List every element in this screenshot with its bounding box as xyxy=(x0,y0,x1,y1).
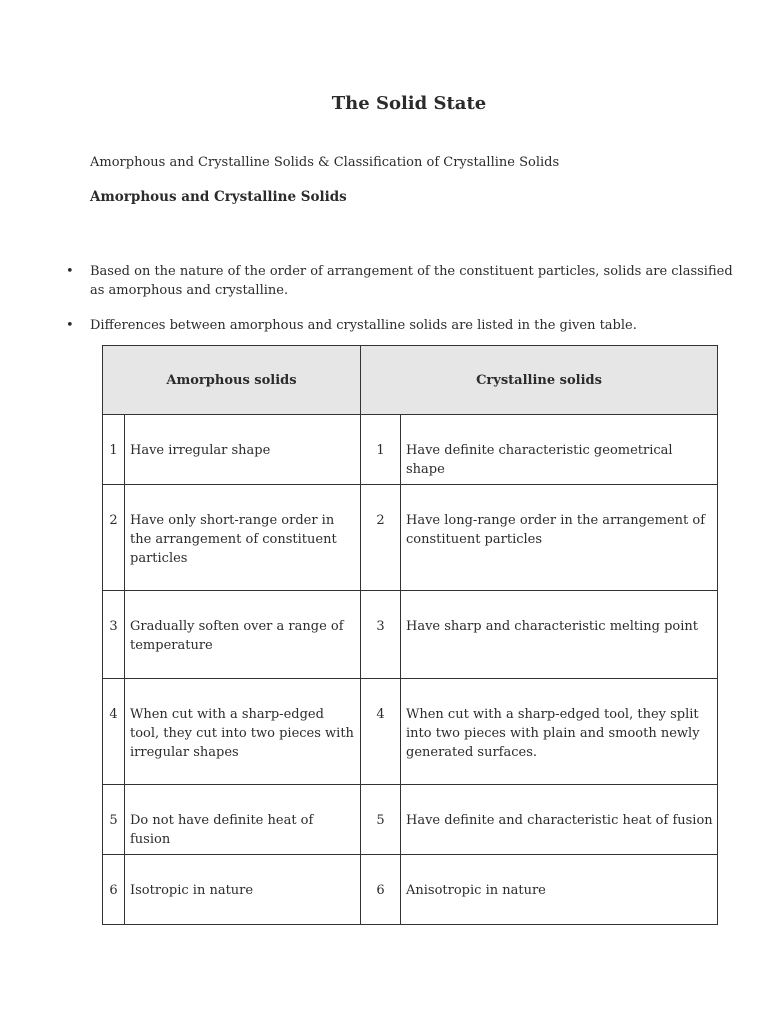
bullet-text: Differences between amorphous and crystalline solids are listed in the given table. xyxy=(90,318,637,333)
page-title: The Solid State xyxy=(331,93,487,114)
amorphous-row-number: 6 xyxy=(103,855,125,925)
amorphous-cell: Have irregular shape xyxy=(125,415,361,485)
table-row xyxy=(103,679,718,785)
table-header-row xyxy=(103,346,718,415)
crystalline-row-number: 3 xyxy=(361,591,401,679)
table-row xyxy=(103,855,718,925)
page-subtitle: Amorphous and Crystalline Solids & Classification of Crystalline Solids xyxy=(90,155,560,170)
crystalline-cell: Have long-range order in the arrangement of constituent particles xyxy=(401,485,718,591)
table-row xyxy=(103,415,718,485)
amorphous-row-number: 5 xyxy=(103,785,125,855)
header-crystalline: Crystalline solids xyxy=(361,346,718,415)
table-row xyxy=(103,785,718,855)
crystalline-cell: Anisotropic in nature xyxy=(401,855,718,925)
comparison-table xyxy=(102,345,718,925)
amorphous-cell: Do not have definite heat of fusion xyxy=(125,785,361,855)
crystalline-cell: Have sharp and characteristic melting point xyxy=(401,591,718,679)
table-row xyxy=(103,591,718,679)
amorphous-row-number: 1 xyxy=(103,415,125,485)
section-heading: Amorphous and Crystalline Solids xyxy=(90,189,347,205)
amorphous-cell: When cut with a sharp-edged tool, they cut into two pieces with irregular shapes xyxy=(125,679,361,785)
bullet-item xyxy=(60,316,740,335)
amorphous-row-number: 2 xyxy=(103,485,125,591)
bullet-dot: • xyxy=(66,264,74,279)
header-amorphous: Amorphous solids xyxy=(103,346,361,415)
crystalline-row-number: 4 xyxy=(361,679,401,785)
bullet-text: Based on the nature of the order of arrangement of the constituent particles, solids are classified as amorphous and crystalline. xyxy=(90,264,733,298)
bullet-dot: • xyxy=(66,318,74,333)
amorphous-cell: Gradually soften over a range of temperature xyxy=(125,591,361,679)
amorphous-row-number: 4 xyxy=(103,679,125,785)
crystalline-cell: Have definite characteristic geometrical shape xyxy=(401,415,718,485)
bullet-list xyxy=(60,262,740,351)
crystalline-cell: When cut with a sharp-edged tool, they split into two pieces with plain and smooth newly generated surfaces. xyxy=(401,679,718,785)
crystalline-row-number: 5 xyxy=(361,785,401,855)
amorphous-cell: Isotropic in nature xyxy=(125,855,361,925)
crystalline-cell: Have definite and characteristic heat of fusion xyxy=(401,785,718,855)
amorphous-row-number: 3 xyxy=(103,591,125,679)
crystalline-row-number: 2 xyxy=(361,485,401,591)
bullet-item xyxy=(60,262,740,300)
crystalline-row-number: 1 xyxy=(361,415,401,485)
crystalline-row-number: 6 xyxy=(361,855,401,925)
table-row xyxy=(103,485,718,591)
amorphous-cell: Have only short-range order in the arrangement of constituent particles xyxy=(125,485,361,591)
